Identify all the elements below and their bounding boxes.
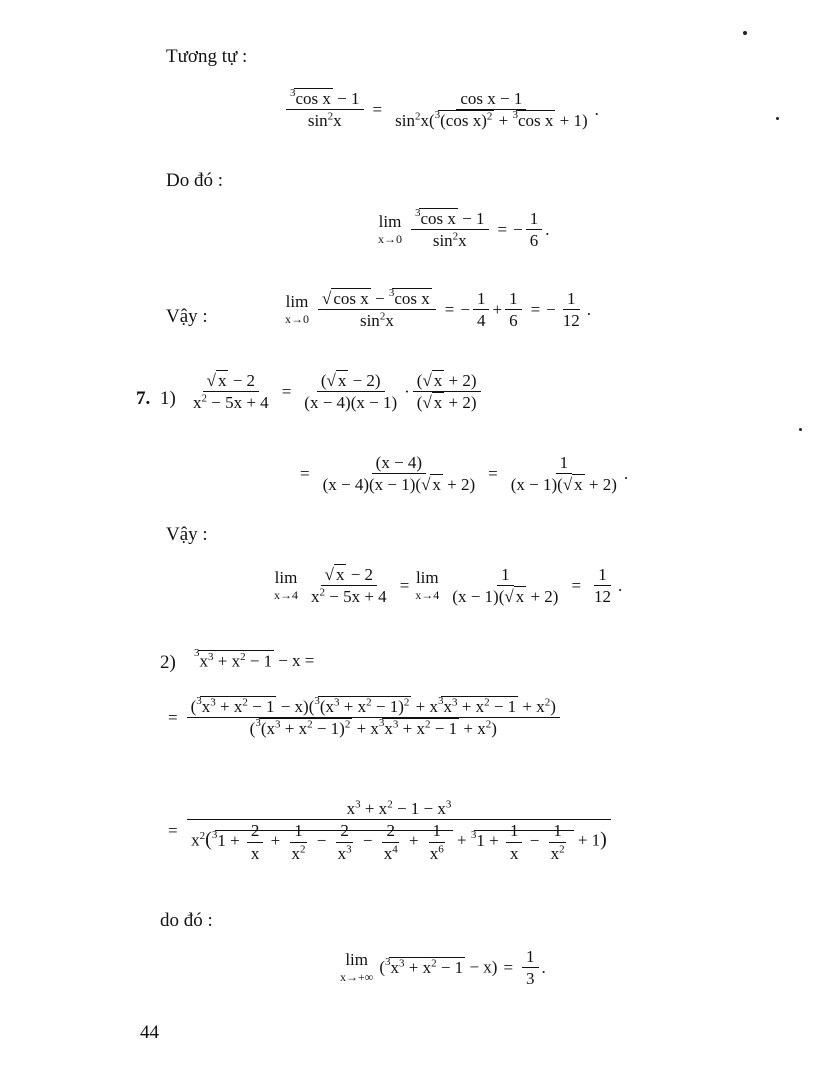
scan-speck bbox=[799, 428, 802, 431]
equation-limit-sqrt-minus-cbrt: lim x→0 $\frac{√ \cos x - ^3\cos x}{\sin^2x}$ = − $\frac{1}{4}$ + $\frac{1}{6}$ = − $\frac{1}{12}$ . bbox=[285, 287, 591, 331]
page-number: 44 bbox=[140, 1022, 159, 1043]
heading-vay-2: Vậy : bbox=[166, 524, 208, 545]
problem-number: 7. bbox=[136, 388, 151, 409]
equation-part-2-start: 3 $x^3 + x^2 - 1$ − x = bbox=[194, 646, 315, 671]
scan-speck bbox=[743, 31, 747, 35]
equation-sqrt-rationalize: $\frac{√ x - 2}{x^2 - 5x + 4}$ = $\frac{(√ x - 2)}{(x - 4)(x - 1)}$ · $\frac{(√ x + 2)}{(√ x + 2)}$ bbox=[186, 370, 484, 414]
equation-cbrt-cos-ratio: $\frac{^3\cos x - 1}{\sin^2x}$ = $\frac{\text{cos x − 1}}{\sin^2x(^3(\cos x)^2 + ^3\cos x + 1)}$ . bbox=[283, 88, 599, 132]
heading-do-do-2: do đó : bbox=[160, 910, 213, 931]
equation-limit-x-to-4: lim x→4 $\frac{√ x - 2}{x^2 - 5x + 4}$ = lim x→4 $\frac{1}{(x - 1)(√ x + 2)}$ = $\frac{1}{12}$ . bbox=[274, 565, 623, 607]
heading-tuong-tu: Tương tự : bbox=[166, 46, 248, 67]
scan-speck bbox=[776, 117, 779, 120]
part-2-label: 2) bbox=[160, 652, 176, 673]
part-1-label: 1) bbox=[160, 388, 176, 409]
equation-simplified-fraction: = $\frac{(x - 4)}{(x - 4)(x - 1)(√ x + 2)}$ = $\frac{1}{(x - 1)(√ x + 2)}$ . bbox=[300, 453, 629, 495]
heading-do-do-1: Do đó : bbox=[166, 170, 223, 191]
equation-divided-by-x-squared: = $x^3 + x^2 - 1 - x^3$ $x^2(^31$ + $\frac{2}{x}$ + $\frac{1}{x^2}$ − $\frac{2}{x^3}$ − $\frac{2}{x^4}$ + $\frac{1}{x^6}$ + $^3$1 + $\frac{1}{x}$ − $\frac{1}{x^2}$ + 1) bbox=[162, 798, 614, 864]
equation-limit-infinity: lim x→+∞ $(^3x^3 + x^2 - 1 - x)$ = $\frac{1}{3}$ . bbox=[340, 947, 546, 989]
equation-limit-cbrt-cos: lim x→0 $\frac{^3\cos x - 1}{\sin^2x}$ = − $\frac{1}{6}$ . bbox=[378, 207, 550, 251]
heading-vay-1: Vậy : bbox=[166, 306, 208, 327]
equation-cube-conjugate: = $\frac{(^3x^3 + x^2 - 1 - x)(^3(x^3 + x^2 - 1)^2 + x^3x^3 + x^2 - 1 + x^2)}{(^3(x^3 + x^2 - 1)^2 + x^3x^3 + x^2 - 1 + x^2)}$ bbox=[162, 696, 563, 740]
